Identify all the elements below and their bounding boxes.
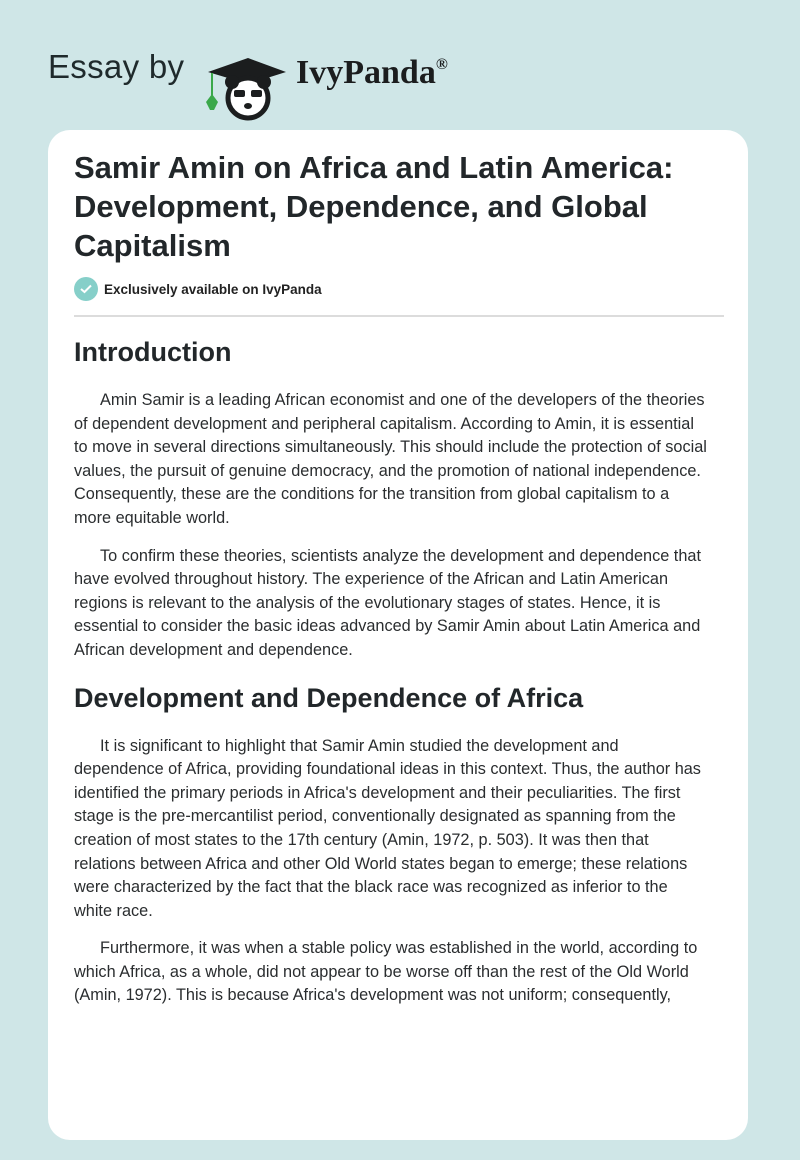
- paragraph-line: Consequently, these are the conditions for the transition from global capitalism to a: [74, 485, 670, 504]
- essay-card: [48, 130, 748, 1140]
- title-line: Capitalism: [74, 228, 231, 263]
- essay-title: [74, 148, 724, 265]
- paragraph-line: To confirm these theories, scientists analyze the development and dependence that: [100, 546, 701, 565]
- paragraph-line: were characterized by the fact that the black race was recognized as inferior to the: [74, 878, 668, 897]
- paragraph: [74, 545, 724, 663]
- paragraph-line: (Amin, 1972). This is because Africa's development was not uniform; consequently,: [74, 986, 672, 1005]
- ivypanda-logo-icon[interactable]: [202, 56, 290, 122]
- ivypanda-brand[interactable]: [296, 54, 448, 92]
- paragraph-line: more equitable world.: [74, 508, 230, 527]
- badge-text: Exclusively available on IvyPanda: [104, 281, 322, 297]
- paragraph-line: regions is relevant to the analysis of the evolutionary stages of states. Hence, it is: [74, 593, 661, 612]
- paragraph-line: Amin Samir is a leading African economist and one of the developers of the theories: [100, 391, 705, 409]
- paragraph-line: It is significant to highlight that Samir Amin studied the development and: [100, 736, 619, 755]
- divider: [74, 315, 724, 317]
- paragraph-line: values, the pursuit of genuine democracy, and the promotion of national independence.: [74, 461, 701, 480]
- paragraph-line: relations between Africa and other Old World states began to emerge; these relations: [74, 854, 688, 873]
- title-line: Samir Amin on Africa and Latin America:: [74, 150, 674, 185]
- paragraph: [74, 937, 724, 1008]
- paragraph: [74, 389, 724, 531]
- title-line: Development, Dependence, and Global: [74, 189, 648, 224]
- paragraph-line: of dependent development and peripheral capitalism. According to Amin, it is essential: [74, 414, 694, 433]
- exclusive-badge: [74, 277, 724, 301]
- paragraph-line: stage is the pre-mercantilist period, conventionally designated as spanning from the: [74, 807, 676, 826]
- section-heading: Development and Dependence of Africa: [74, 682, 584, 713]
- paragraph: [74, 735, 724, 924]
- paragraph-line: creation of most states to the 17th century (Amin, 1972, p. 503). It was then that: [74, 830, 649, 849]
- paragraph-line: to move in several directions simultaneously. This should include the protection of social: [74, 438, 707, 457]
- section-heading: Introduction: [74, 337, 232, 367]
- paragraph-line: essential to consider the basic ideas advanced by Samir Amin about Latin America and: [74, 617, 701, 636]
- paragraph-line: have evolved throughout history. The experience of the African and Latin American: [74, 570, 669, 589]
- site-header: [0, 20, 800, 120]
- paragraph-line: identified the primary periods in Africa's development and their peculiarities. The first: [74, 783, 681, 802]
- registered-mark: ®: [435, 56, 448, 73]
- paragraph-line: Furthermore, it was when a stable policy was established in the world, according to: [100, 939, 698, 958]
- check-circle-icon: [74, 277, 98, 301]
- paragraph-line: which Africa, as a whole, did not appear to be worse off than the rest of the Old World: [74, 962, 689, 981]
- essay-by-label: Essay by: [48, 48, 185, 85]
- paragraph-line: white race.: [74, 901, 153, 920]
- brand-name: IvyPanda: [296, 54, 436, 91]
- paragraph-line: African development and dependence.: [74, 640, 353, 659]
- paragraph-line: dependence of Africa, providing foundational ideas in this context. Thus, the author has: [74, 760, 701, 779]
